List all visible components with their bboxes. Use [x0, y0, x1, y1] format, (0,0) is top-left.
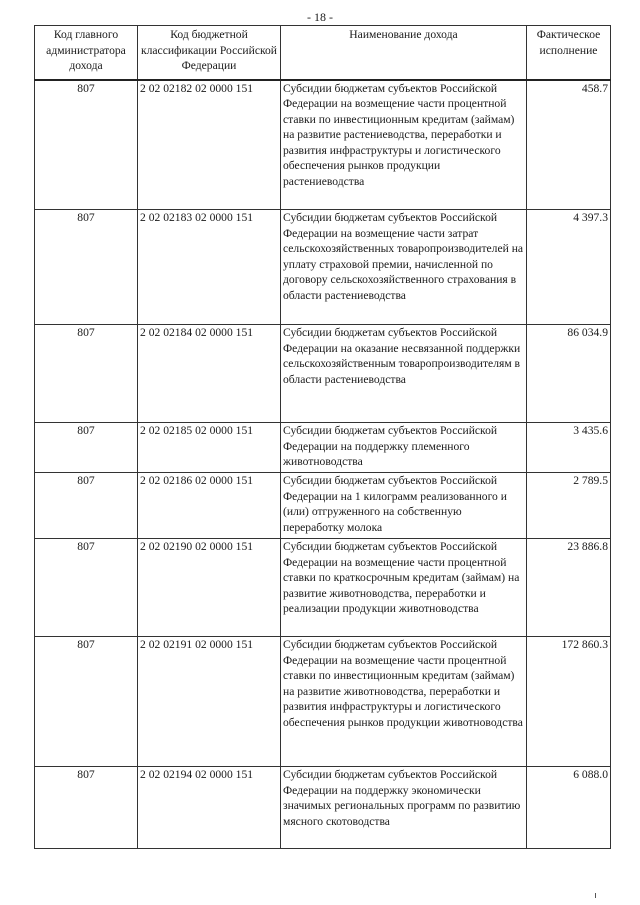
revenue-table: [34, 25, 611, 849]
budget-code-cell: 2 02 02183 02 0000 151: [138, 210, 281, 325]
budget-code-cell: 2 02 02191 02 0000 151: [138, 637, 281, 767]
table-row: [35, 767, 611, 849]
header-budget-code: Код бюджетной классификации Российской Федерации: [138, 26, 281, 80]
budget-code-cell: 2 02 02185 02 0000 151: [138, 423, 281, 473]
budget-code-cell: 2 02 02190 02 0000 151: [138, 539, 281, 637]
table-row: [35, 423, 611, 473]
actual-execution-cell: 4 397.3: [527, 210, 611, 325]
revenue-name-cell: Субсидии бюджетам субъектов Российской Федерации на возмещение части затрат сельскохозяйственных товаропроизводителей на уплату страховой премии, начисленной по договору сельскохозяйственного страхования в области растениеводства: [281, 210, 527, 325]
header-admin-code: Код главного администратора дохода: [35, 26, 138, 80]
table-row: [35, 210, 611, 325]
admin-code-cell: 807: [35, 767, 138, 849]
actual-execution-cell: 6 088.0: [527, 767, 611, 849]
revenue-name-cell: Субсидии бюджетам субъектов Российской Федерации на поддержку экономически значимых региональных программ по развитию мясного скотоводства: [281, 767, 527, 849]
revenue-name-cell: Субсидии бюджетам субъектов Российской Федерации на возмещение части процентной ставки по инвестиционным кредитам (займам) на развитие растениеводства, переработки и развития инфраструктуры и логистического обеспечения рынков продукции растениеводства: [281, 80, 527, 210]
table-body: [35, 80, 611, 849]
page-number: - 18 -: [307, 10, 333, 24]
table-row: [35, 473, 611, 539]
admin-code-cell: 807: [35, 80, 138, 210]
actual-execution-cell: 458.7: [527, 80, 611, 210]
table-row: [35, 325, 611, 423]
table-row: [35, 539, 611, 637]
header-row: [35, 26, 611, 80]
admin-code-cell: 807: [35, 423, 138, 473]
admin-code-cell: 807: [35, 637, 138, 767]
actual-execution-cell: 23 886.8: [527, 539, 611, 637]
actual-execution-cell: 2 789.5: [527, 473, 611, 539]
budget-code-cell: 2 02 02194 02 0000 151: [138, 767, 281, 849]
table-row: [35, 637, 611, 767]
budget-code-cell: 2 02 02182 02 0000 151: [138, 80, 281, 210]
actual-execution-cell: 86 034.9: [527, 325, 611, 423]
actual-execution-cell: 3 435.6: [527, 423, 611, 473]
admin-code-cell: 807: [35, 473, 138, 539]
budget-code-cell: 2 02 02186 02 0000 151: [138, 473, 281, 539]
revenue-name-cell: Субсидии бюджетам субъектов Российской Федерации на возмещение части процентной ставки по краткосрочным кредитам (займам) на развитие животноводства, переработки и реализации продукции животноводства: [281, 539, 527, 637]
admin-code-cell: 807: [35, 539, 138, 637]
revenue-name-cell: Субсидии бюджетам субъектов Российской Федерации на 1 килограмм реализованного и (или) отгруженного на собственную переработку молока: [281, 473, 527, 539]
admin-code-cell: 807: [35, 210, 138, 325]
table-row: [35, 80, 611, 210]
revenue-name-cell: Субсидии бюджетам субъектов Российской Федерации на оказание несвязанной поддержки сельскохозяйственным товаропроизводителям в области растениеводства: [281, 325, 527, 423]
budget-code-cell: 2 02 02184 02 0000 151: [138, 325, 281, 423]
admin-code-cell: 807: [35, 325, 138, 423]
scan-mark: [595, 893, 596, 898]
header-revenue-name: Наименование дохода: [281, 26, 527, 80]
header-actual-execution: Фактическое исполнение: [527, 26, 611, 80]
actual-execution-cell: 172 860.3: [527, 637, 611, 767]
table-header: [35, 26, 611, 80]
revenue-name-cell: Субсидии бюджетам субъектов Российской Федерации на возмещение части процентной ставки по инвестиционным кредитам (займам) на развитие животноводства, переработки и развития инфраструктуры и логистического обеспечения рынков продукции животноводства: [281, 637, 527, 767]
revenue-name-cell: Субсидии бюджетам субъектов Российской Федерации на поддержку племенного животноводства: [281, 423, 527, 473]
